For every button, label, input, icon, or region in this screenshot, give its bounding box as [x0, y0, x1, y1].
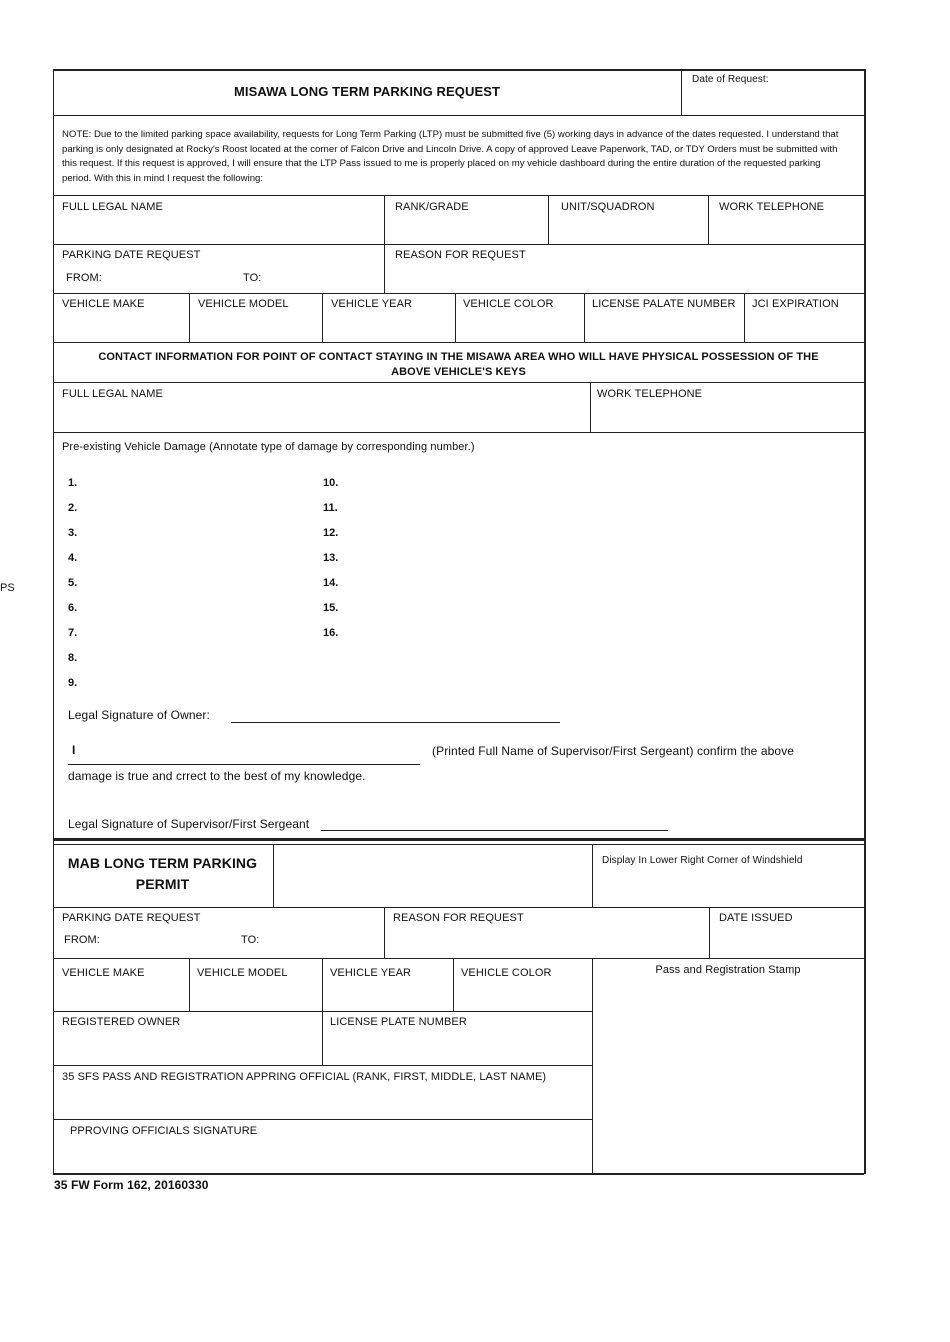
confirm-text-continued: damage is true and crrect to the best of my knowledge.	[68, 769, 366, 783]
rule	[53, 195, 864, 196]
confirm-prefix: I	[72, 743, 76, 757]
confirm-text: (Printed Full Name of Supervisor/First Sergeant) confirm the above	[432, 744, 795, 758]
permit-reason-field[interactable]: REASON FOR REQUEST	[393, 912, 524, 924]
reason-for-request-field[interactable]: REASON FOR REQUEST	[395, 249, 526, 261]
col-divider	[189, 294, 190, 342]
owner-signature-label: Legal Signature of Owner:	[68, 708, 210, 722]
owner-signature-line[interactable]	[231, 722, 560, 723]
permit-vehicle-color-field[interactable]: VEHICLE COLOR	[461, 967, 552, 979]
rule	[53, 382, 864, 383]
contact-heading: CONTACT INFORMATION FOR POINT OF CONTACT STAYING IN THE MISAWA AREA WHO WILL HAVE PHYSICAL POSSESSION OF THE	[98, 351, 819, 363]
damage-instruction: Pre-existing Vehicle Damage (Annotate type of damage by corresponding number.)	[62, 441, 475, 453]
supervisor-signature-line[interactable]	[321, 830, 668, 831]
date-issued-field[interactable]: DATE ISSUED	[719, 912, 793, 924]
col-divider	[455, 294, 456, 342]
from-date-field[interactable]: FROM:	[66, 272, 102, 284]
supervisor-signature-label: Legal Signature of Supervisor/First Sergeant	[68, 817, 310, 831]
col-divider	[584, 294, 585, 342]
damage-item[interactable]: 12.	[323, 527, 339, 539]
col-divider	[744, 294, 745, 342]
permit-vehicle-make-field[interactable]: VEHICLE MAKE	[62, 967, 145, 979]
damage-item[interactable]: 13.	[323, 552, 339, 564]
rule-top	[53, 69, 864, 71]
damage-item[interactable]: 15.	[323, 602, 339, 614]
rule	[53, 907, 864, 908]
permit-title: MAB LONG TERM PARKING	[67, 855, 258, 871]
col-divider	[384, 908, 385, 958]
vehicle-model-field[interactable]: VEHICLE MODEL	[198, 298, 289, 310]
col-divider	[384, 196, 385, 244]
damage-item[interactable]: 1.	[68, 477, 78, 489]
col-divider	[709, 908, 710, 958]
col-divider	[592, 845, 593, 907]
registered-owner-field[interactable]: REGISTERED OWNER	[62, 1016, 181, 1028]
rule	[53, 293, 864, 294]
form-id: 35 FW Form 162, 20160330	[54, 1178, 209, 1192]
damage-item[interactable]: 2.	[68, 502, 78, 514]
damage-item[interactable]: 3.	[68, 527, 78, 539]
pass-registration-stamp-area: Pass and Registration Stamp	[655, 964, 801, 976]
date-of-request-field[interactable]: Date of Request:	[692, 74, 769, 85]
damage-item[interactable]: 9.	[68, 677, 78, 689]
damage-item[interactable]: 6.	[68, 602, 78, 614]
damage-item[interactable]: 7.	[68, 627, 78, 639]
col-divider	[708, 196, 709, 244]
damage-item[interactable]: 10.	[323, 477, 339, 489]
approving-official-field[interactable]: 35 SFS PASS AND REGISTRATION APPRING OFFICIAL (RANK, FIRST, MIDDLE, LAST NAME)	[62, 1071, 547, 1083]
form-frame	[53, 69, 866, 1174]
rule	[53, 1011, 592, 1012]
col-divider	[322, 959, 323, 1065]
rule	[53, 1065, 592, 1066]
rule	[53, 342, 864, 343]
contact-work-telephone-field[interactable]: WORK TELEPHONE	[597, 388, 703, 400]
contact-heading-line2: ABOVE VEHICLE'S KEYS	[391, 366, 526, 378]
margin-mark: PS	[0, 582, 15, 594]
work-telephone-field[interactable]: WORK TELEPHONE	[719, 201, 825, 213]
permit-to-field[interactable]: TO:	[241, 934, 260, 946]
permit-title-line2: PERMIT	[135, 876, 190, 892]
damage-item[interactable]: 16.	[323, 627, 339, 639]
license-plate-number-field[interactable]: LICENSE PALATE NUMBER	[592, 298, 736, 310]
rule	[53, 115, 864, 116]
form-title: MISAWA LONG TERM PARKING REQUEST	[233, 84, 501, 99]
col-divider	[273, 845, 274, 907]
vehicle-color-field[interactable]: VEHICLE COLOR	[463, 298, 554, 310]
rule	[53, 244, 864, 245]
vehicle-year-field[interactable]: VEHICLE YEAR	[331, 298, 413, 310]
header-divider	[681, 70, 682, 115]
permit-from-field[interactable]: FROM:	[64, 934, 100, 946]
rule	[53, 432, 864, 433]
full-legal-name-field[interactable]: FULL LEGAL NAME	[62, 201, 163, 213]
unit-squadron-field[interactable]: UNIT/SQUADRON	[561, 201, 655, 213]
permit-vehicle-year-field[interactable]: VEHICLE YEAR	[330, 967, 412, 979]
rule	[53, 844, 864, 845]
jci-expiration-field[interactable]: JCI EXPIRATION	[752, 298, 839, 310]
rule-bottom	[53, 1173, 864, 1175]
rule	[53, 1119, 592, 1120]
contact-full-legal-name-field[interactable]: FULL LEGAL NAME	[62, 388, 163, 400]
parking-date-request-label: PARKING DATE REQUEST	[62, 249, 201, 261]
vehicle-make-field[interactable]: VEHICLE MAKE	[62, 298, 145, 310]
damage-item[interactable]: 5.	[68, 577, 78, 589]
col-divider	[548, 196, 549, 244]
display-note: Display In Lower Right Corner of Windshield	[602, 855, 803, 866]
col-divider	[384, 245, 385, 293]
damage-item[interactable]: 8.	[68, 652, 78, 664]
approving-signature-field[interactable]: PPROVING OFFICIALS SIGNATURE	[70, 1125, 258, 1137]
col-divider	[189, 959, 190, 1011]
to-date-field[interactable]: TO:	[243, 272, 262, 284]
note-paragraph: NOTE: Due to the limited parking space availability, requests for Long Term Parking (LTP) must be submitted five (5) working days in advance of the dates requested. I understand that parking is only designated at Rocky's Roost located at the corner of Falcon Drive and Lincoln Drive. A copy of approved Leave Paperwork, TAD, or TDY Orders must be submitted with this request. If this request is approved, I will ensure that the LTP Pass issued to me is properly placed on my vehicle dashboard during the entire duration of the requested parking period. With this in mind I request the following:	[62, 129, 839, 184]
col-divider	[322, 294, 323, 342]
col-divider	[592, 959, 593, 1174]
permit-vehicle-model-field[interactable]: VEHICLE MODEL	[197, 967, 288, 979]
col-divider	[590, 383, 591, 432]
damage-item[interactable]: 11.	[323, 502, 338, 514]
damage-item[interactable]: 4.	[68, 552, 78, 564]
damage-item[interactable]: 14.	[323, 577, 339, 589]
rank-grade-field[interactable]: RANK/GRADE	[395, 201, 469, 213]
col-divider	[453, 959, 454, 1011]
supervisor-name-line[interactable]	[68, 764, 420, 765]
rule	[53, 958, 864, 959]
permit-parking-date-label: PARKING DATE REQUEST	[62, 912, 201, 924]
permit-license-plate-field[interactable]: LICENSE PLATE NUMBER	[330, 1016, 467, 1028]
section-separator	[53, 838, 864, 841]
